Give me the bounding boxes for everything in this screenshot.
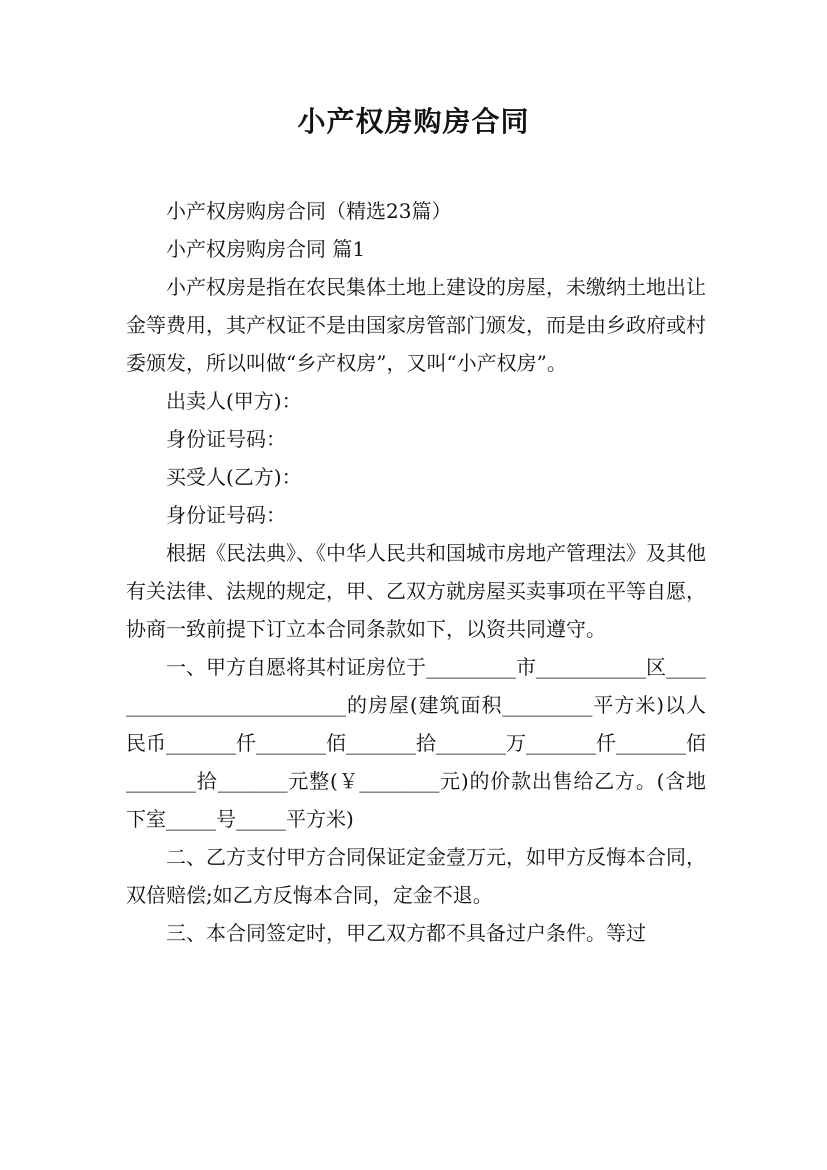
paragraph-section-heading: 小产权房购房合同 篇1 xyxy=(166,237,366,261)
field-seller-id: 身份证号码： xyxy=(166,427,286,451)
document-title: 小产权房购房合同 xyxy=(297,105,530,138)
paragraph-definition: 小产权房是指在农民集体土地上建设的房屋，未缴纳土地出让金等费用，其产权证不是由国家房管部门颁发，而是由乡政府或村委颁发，所以叫做“乡产权房”，又叫“小产权房”。 xyxy=(126,275,706,375)
clause-3: 三、本合同签定时，甲乙双方都不具备过户条件。等过 xyxy=(166,921,646,945)
clause-1: 一、甲方自愿将其村证房位于_________市___________区__________________________的房屋(建筑面积_________平方米)以人民币_______仟_______佰_______拾_______万_______仟_______佰_______拾_______元整(￥________元)的价款出售给乙方。(含地下室_____号_____平方米) xyxy=(126,655,706,831)
paragraph-legal-basis: 根据《民法典》、《中华人民共和国城市房地产管理法》及其他有关法律、法规的规定，甲、乙双方就房屋买卖事项在平等自愿，协商一致前提下订立本合同条款如下，以资共同遵守。 xyxy=(126,541,706,641)
field-seller: 出卖人(甲方)： xyxy=(166,389,302,413)
clause-2: 二、乙方支付甲方合同保证定金壹万元，如甲方反悔本合同，双倍赔偿;如乙方反悔本合同，定金不退。 xyxy=(126,845,706,907)
field-buyer: 买受人(乙方)： xyxy=(166,465,302,489)
paragraph-subtitle: 小产权房购房合同（精选23篇） xyxy=(166,199,452,223)
document-body xyxy=(126,192,706,952)
field-buyer-id: 身份证号码： xyxy=(166,503,286,527)
